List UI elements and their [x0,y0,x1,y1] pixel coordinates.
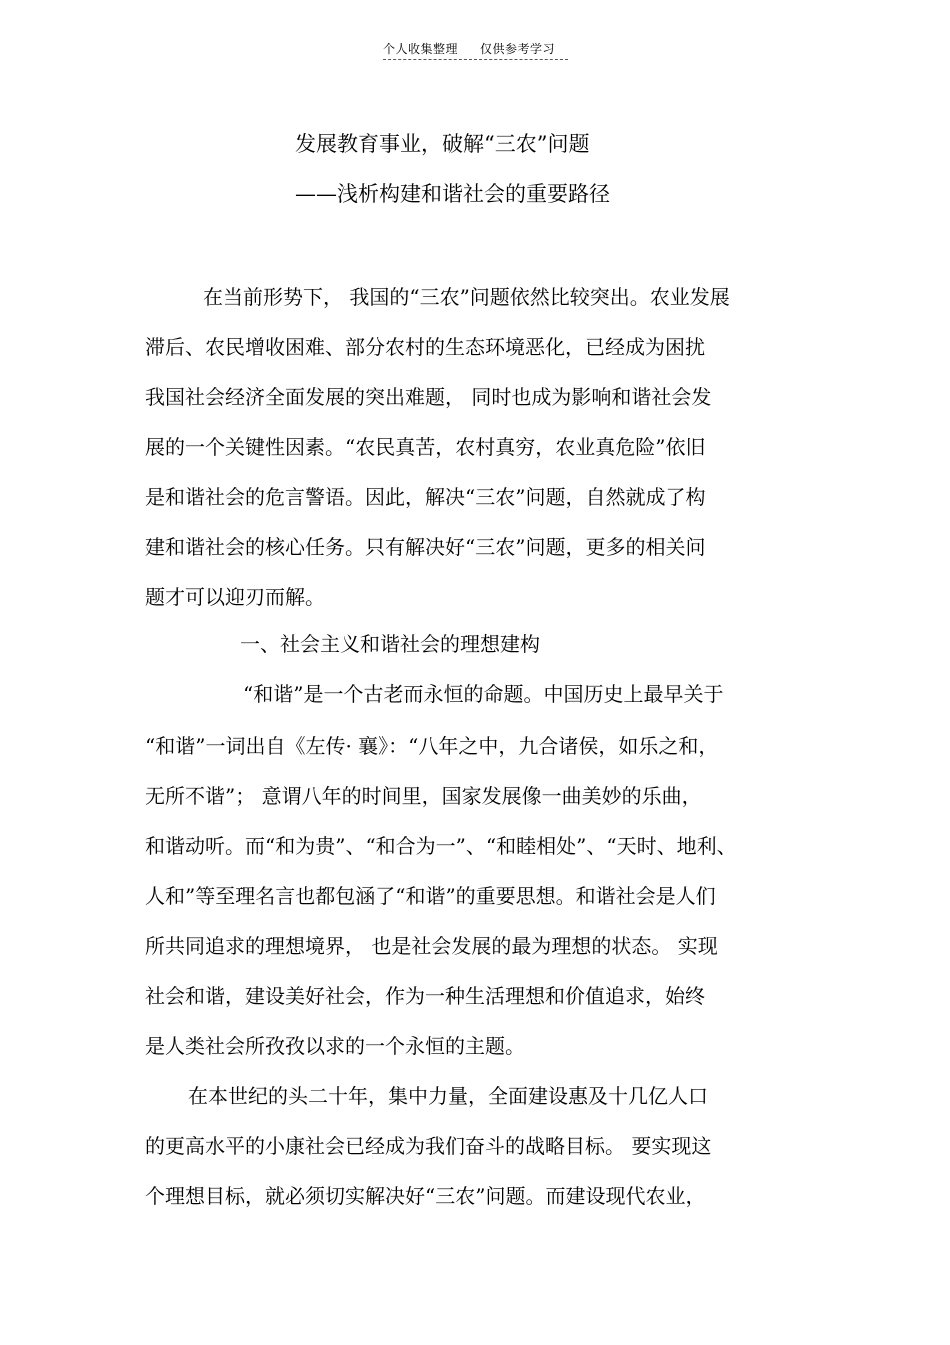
body-line: 在当前形势下， 我国的“三农”问题依然比较突出。农业发展 [203,285,730,309]
body-line: 我国社会经济全面发展的突出难题， 同时也成为影响和谐社会发 [145,385,712,409]
body-line: 社会和谐，建设美好社会，作为一种生活理想和价值追求，始终 [145,984,705,1008]
header-right-text: 仅供参考学习 [480,42,556,56]
body-line: 是和谐社会的危言警语。因此，解决“三农”问题，自然就成了构 [145,485,706,509]
body-line: 滞后、农民增收困难、部分农村的生态环境恶化，已经成为困扰 [145,335,705,359]
body-line: 的更高水平的小康社会已经成为我们奋斗的战略目标。 要实现这 [145,1134,712,1158]
document-title: 发展教育事业，破解“三农”问题 [295,132,590,156]
body-line: 在本世纪的头二十年，集中力量，全面建设惠及十几亿人口 [188,1084,708,1108]
body-line: 无所不谐”； 意谓八年的时间里，国家发展像一曲美妙的乐曲， [145,784,702,808]
body-line: 个理想目标，就必须切实解决好“三农”问题。而建设现代农业， [145,1184,706,1208]
header-left-text: 个人收集整理 [383,42,459,56]
body-line: “和谐”一词出自《左传· 襄》：“八年之中，九合诸侯，如乐之和， [145,734,719,758]
section-heading: 一、社会主义和谐社会的理想建构 [240,632,540,656]
body-line: 展的一个关键性因素。“农民真苦，农村真穷，农业真危险”依旧 [145,435,706,459]
body-line: 和谐动听。而“和为贵”、“和合为一”、“和睦相处”、“天时、地利、 [145,834,737,858]
body-line: 所共同追求的理想境界， 也是社会发展的最为理想的状态。 实现 [145,934,718,958]
body-line: 建和谐社会的核心任务。只有解决好“三农”问题，更多的相关问 [145,535,706,559]
page-header [383,40,568,60]
body-line: 题才可以迎刃而解。 [145,585,325,609]
body-line: “和谐”是一个古老而永恒的命题。中国历史上最早关于 [243,682,724,706]
body-line: 人和”等至理名言也都包涵了“和谐”的重要思想。和谐社会是人们 [145,884,716,908]
document-subtitle: ——浅析构建和谐社会的重要路径 [295,182,610,206]
body-line: 是人类社会所孜孜以求的一个永恒的主题。 [145,1034,525,1058]
